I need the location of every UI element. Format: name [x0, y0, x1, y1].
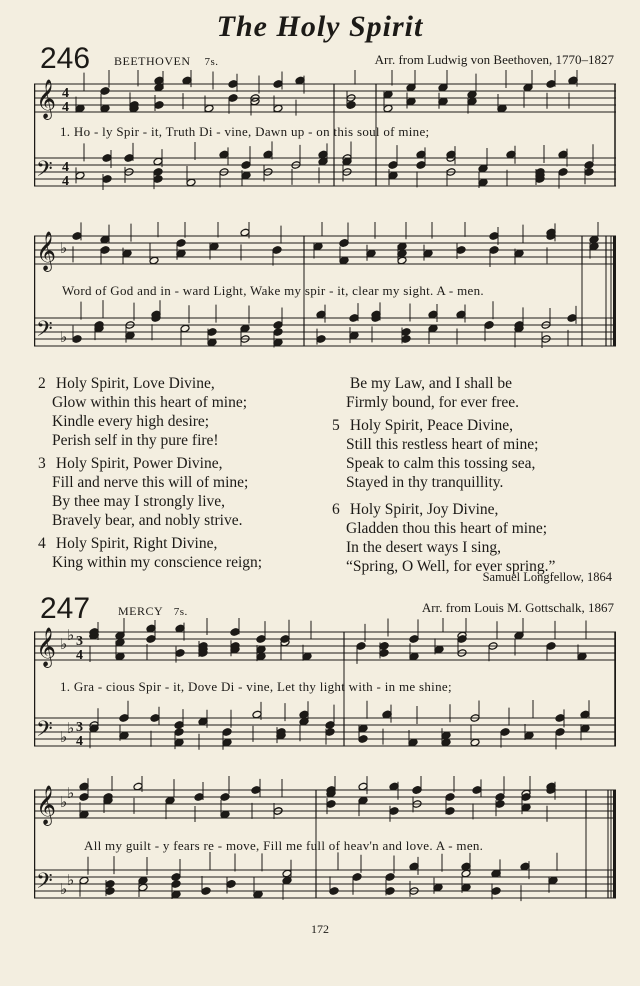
- verse-line: In the desert ways I sing,: [346, 539, 501, 556]
- verse-block: [332, 416, 622, 492]
- note-head: [79, 876, 89, 885]
- note-head: [497, 104, 507, 113]
- note-head: [555, 714, 565, 723]
- note-head: [282, 869, 292, 878]
- note-head: [154, 76, 164, 85]
- flat-icon: ♭: [60, 239, 68, 257]
- verse-block: [38, 454, 338, 530]
- note-head: [273, 321, 283, 330]
- note-head: [241, 171, 251, 180]
- note-head: [133, 782, 143, 791]
- note-head: [356, 642, 366, 651]
- note-head: [240, 324, 250, 333]
- note-head: [100, 246, 110, 255]
- note-head: [180, 324, 190, 333]
- page-title: The Holy Spirit: [216, 10, 424, 43]
- note-head: [124, 154, 134, 163]
- lyric-line: All my guilt - y fears re - move, Fill me full of heav'n and love. A - men.: [84, 838, 484, 853]
- note-head: [548, 876, 558, 885]
- note-head: [389, 782, 399, 791]
- note-head: [256, 635, 266, 644]
- lyric-line: Word of God and in - ward Light, Wake my spir - it, clear my sight. A - men.: [62, 283, 484, 298]
- note-head: [282, 876, 292, 885]
- note-head: [299, 717, 309, 726]
- note-head: [263, 150, 273, 159]
- note-head: [115, 631, 125, 640]
- lyric-line: 1. Gra - cious Spir - it, Dove Di - vine, Let thy light with - in me shine;: [60, 679, 452, 694]
- music-system: [34, 70, 616, 210]
- note-head: [385, 887, 395, 896]
- verse-line: 2 Holy Spirit, Love Divine,: [38, 375, 215, 392]
- note-head: [456, 310, 466, 319]
- note-head: [228, 94, 238, 103]
- note-head: [478, 164, 488, 173]
- note-head: [207, 338, 217, 347]
- note-head: [521, 803, 531, 812]
- hymn-number: 246: [40, 42, 91, 75]
- note-head: [318, 150, 328, 159]
- note-head: [342, 157, 352, 166]
- note-head: [115, 652, 125, 661]
- note-head: [105, 880, 115, 889]
- note-head: [567, 314, 577, 323]
- note-head: [171, 890, 181, 899]
- note-head: [379, 649, 389, 658]
- note-head: [182, 76, 192, 85]
- note-head: [409, 862, 419, 871]
- verse-line: 6 Holy Spirit, Joy Divine,: [332, 501, 499, 518]
- note-head: [349, 314, 359, 323]
- note-head: [358, 782, 368, 791]
- time-signature: 4: [62, 174, 69, 189]
- time-signature: 3: [76, 634, 83, 649]
- note-head: [379, 642, 389, 651]
- flat-icon: ♭: [60, 728, 68, 746]
- flat-icon: ♭: [60, 793, 68, 811]
- note-head: [72, 335, 82, 344]
- note-head: [102, 154, 112, 163]
- note-head: [153, 168, 163, 177]
- note-head: [558, 150, 568, 159]
- note-head: [491, 869, 501, 878]
- note-head: [558, 168, 568, 177]
- note-head: [119, 714, 129, 723]
- note-head: [299, 710, 309, 719]
- tune-name: MERCY 7s.: [118, 604, 188, 618]
- note-head: [467, 90, 477, 99]
- bass-clef-icon: 𝄢: [36, 157, 53, 187]
- note-head: [358, 724, 368, 733]
- note-head: [568, 76, 578, 85]
- note-head: [230, 628, 240, 637]
- note-head: [295, 76, 305, 85]
- note-head: [401, 328, 411, 337]
- verse-line: Speak to calm this tossing sea,: [346, 455, 536, 472]
- treble-clef-icon: 𝄞: [36, 627, 57, 667]
- note-head: [406, 97, 416, 106]
- time-signature: 4: [76, 734, 83, 749]
- note-head: [174, 721, 184, 730]
- note-head: [146, 624, 156, 633]
- note-head: [500, 728, 510, 737]
- note-head: [383, 90, 393, 99]
- note-head: [523, 83, 533, 92]
- note-head: [253, 890, 263, 899]
- note-head: [302, 652, 312, 661]
- verses-right: [332, 374, 622, 594]
- note-head: [472, 786, 482, 795]
- treble-clef-icon: 𝄞: [36, 79, 57, 119]
- verse-line: Gladden thou this heart of mine;: [346, 520, 548, 537]
- note-head: [433, 883, 443, 892]
- note-head: [251, 786, 261, 795]
- note-head: [577, 652, 587, 661]
- note-head: [326, 800, 336, 809]
- note-head: [484, 321, 494, 330]
- music-staff: [34, 70, 616, 210]
- note-head: [219, 150, 229, 159]
- time-signature: 3: [76, 720, 83, 735]
- verse-line: 5 Holy Spirit, Peace Divine,: [332, 417, 514, 434]
- note-head: [252, 710, 262, 719]
- note-head: [339, 256, 349, 265]
- lyric-line: 1. Ho - ly Spir - it, Truth Di - vine, Dawn up - on this soul of mine;: [60, 124, 430, 139]
- note-head: [524, 731, 534, 740]
- note-head: [325, 728, 335, 737]
- note-head: [514, 249, 524, 258]
- note-head: [514, 631, 524, 640]
- verse-line: Perish self in thy pure fire!: [52, 432, 219, 449]
- verse-line: Be my Law, and I shall be: [346, 375, 513, 392]
- note-head: [406, 83, 416, 92]
- note-head: [441, 731, 451, 740]
- note-head: [409, 635, 419, 644]
- note-head: [555, 728, 565, 737]
- note-head: [358, 735, 368, 744]
- note-head: [100, 104, 110, 113]
- note-head: [273, 328, 283, 337]
- flat-icon: ♭: [67, 626, 75, 644]
- verse-block: [38, 374, 338, 450]
- note-head: [171, 873, 181, 882]
- note-head: [346, 101, 356, 110]
- note-head: [349, 331, 359, 340]
- bass-clef-icon: 𝄢: [36, 869, 53, 899]
- note-head: [222, 738, 232, 747]
- note-head: [423, 249, 433, 258]
- note-head: [220, 793, 230, 802]
- arranger: Arr. from Louis M. Gottschalk, 1867: [421, 600, 614, 615]
- note-head: [401, 335, 411, 344]
- note-head: [445, 793, 455, 802]
- note-head: [589, 242, 599, 251]
- verse-line: Glow within this heart of mine;: [52, 394, 248, 411]
- time-signature: 4: [62, 100, 69, 115]
- note-head: [149, 256, 159, 265]
- note-head: [75, 104, 85, 113]
- time-signature: 4: [62, 160, 69, 175]
- note-head: [125, 331, 135, 340]
- note-head: [171, 880, 181, 889]
- note-head: [100, 87, 110, 96]
- note-head: [256, 645, 266, 654]
- note-head: [153, 175, 163, 184]
- note-head: [79, 782, 89, 791]
- note-head: [584, 161, 594, 170]
- verse-line: “Spring, O Well, for ever spring.”: [346, 558, 556, 575]
- note-head: [79, 810, 89, 819]
- note-head: [441, 738, 451, 747]
- note-head: [461, 862, 471, 871]
- verse-number: 2: [38, 375, 46, 392]
- note-head: [174, 728, 184, 737]
- flat-icon: ♭: [60, 635, 68, 653]
- final-bar: [613, 236, 616, 346]
- note-head: [201, 887, 211, 896]
- note-head: [491, 887, 501, 896]
- note-head: [389, 807, 399, 816]
- note-head: [273, 104, 283, 113]
- verse-line: 3 Holy Spirit, Power Divine,: [38, 455, 223, 472]
- note-head: [72, 232, 82, 241]
- note-head: [580, 710, 590, 719]
- time-signature: 4: [76, 648, 83, 663]
- note-head: [580, 724, 590, 733]
- note-head: [546, 80, 556, 89]
- verse-line: Bravely bear, and nobly strive.: [52, 512, 243, 529]
- note-head: [273, 80, 283, 89]
- verse-line: Stayed in thy tranquillity.: [346, 474, 504, 491]
- note-head: [408, 738, 418, 747]
- note-head: [79, 793, 89, 802]
- note-head: [228, 80, 238, 89]
- verse-line: By thee may I strongly live,: [52, 493, 226, 510]
- note-head: [273, 338, 283, 347]
- note-head: [209, 242, 219, 251]
- note-head: [174, 738, 184, 747]
- note-head: [506, 150, 516, 159]
- verse-line: Fill and nerve this will of mine;: [52, 474, 249, 491]
- note-head: [138, 883, 148, 892]
- note-head: [495, 793, 505, 802]
- verse-block: [332, 500, 622, 576]
- note-head: [186, 178, 196, 187]
- verse-number: 5: [332, 417, 340, 434]
- note-head: [397, 242, 407, 251]
- note-head: [416, 161, 426, 170]
- note-head: [153, 157, 163, 166]
- note-head: [175, 624, 185, 633]
- note-head: [584, 168, 594, 177]
- note-head: [358, 796, 368, 805]
- note-head: [438, 83, 448, 92]
- verse-line: 4 Holy Spirit, Right Divine,: [38, 535, 218, 552]
- note-head: [194, 793, 204, 802]
- note-head: [115, 638, 125, 647]
- note-head: [175, 649, 185, 658]
- verse-number: 6: [332, 501, 340, 518]
- note-head: [366, 249, 376, 258]
- time-signature: 4: [62, 86, 69, 101]
- note-head: [461, 883, 471, 892]
- note-head: [478, 178, 488, 187]
- final-bar: [613, 790, 616, 898]
- note-head: [388, 161, 398, 170]
- verse-block: [332, 374, 622, 412]
- note-head: [204, 104, 214, 113]
- note-head: [122, 249, 132, 258]
- note-head: [222, 728, 232, 737]
- note-head: [256, 652, 266, 661]
- note-head: [461, 869, 471, 878]
- note-head: [434, 645, 444, 654]
- note-head: [207, 328, 217, 337]
- note-head: [325, 721, 335, 730]
- note-head: [100, 235, 110, 244]
- note-head: [150, 714, 160, 723]
- note-head: [329, 887, 339, 896]
- bass-clef-icon: 𝄢: [36, 717, 53, 747]
- note-head: [445, 807, 455, 816]
- tune-name: BEETHOVEN 7s.: [114, 54, 219, 68]
- note-head: [546, 642, 556, 651]
- verses-left: [38, 374, 338, 590]
- flat-icon: ♭: [60, 328, 68, 346]
- note-head: [385, 873, 395, 882]
- page-number: 172: [311, 922, 329, 936]
- note-head: [220, 810, 230, 819]
- note-head: [397, 249, 407, 258]
- note-head: [428, 324, 438, 333]
- note-head: [388, 171, 398, 180]
- verse-block: [38, 534, 338, 572]
- note-head: [154, 101, 164, 110]
- note-head: [226, 880, 236, 889]
- note-head: [416, 150, 426, 159]
- note-head: [165, 796, 175, 805]
- note-head: [397, 256, 407, 265]
- note-head: [240, 228, 250, 237]
- note-head: [75, 171, 85, 180]
- note-head: [520, 862, 530, 871]
- flat-icon: ♭: [67, 719, 75, 737]
- note-head: [489, 246, 499, 255]
- flat-icon: ♭: [67, 871, 75, 889]
- note-head: [352, 873, 362, 882]
- note-head: [495, 800, 505, 809]
- bass-clef-icon: 𝄢: [36, 317, 53, 347]
- note-head: [589, 235, 599, 244]
- note-head: [316, 335, 326, 344]
- note-head: [383, 104, 393, 113]
- note-head: [272, 246, 282, 255]
- note-head: [313, 242, 323, 251]
- note-head: [198, 717, 208, 726]
- note-head: [105, 887, 115, 896]
- verse-line: Still this restless heart of mine;: [346, 436, 539, 453]
- flat-icon: ♭: [60, 880, 68, 898]
- note-head: [470, 738, 480, 747]
- note-head: [409, 652, 419, 661]
- arranger: Arr. from Ludwig von Beethoven, 1770–1827: [374, 52, 614, 67]
- note-head: [318, 157, 328, 166]
- note-head: [138, 876, 148, 885]
- note-head: [176, 239, 186, 248]
- verse-line: Kindle every high desire;: [52, 413, 210, 430]
- note-head: [241, 161, 251, 170]
- note-head: [456, 246, 466, 255]
- verse-number: 3: [38, 455, 46, 472]
- author-credit: Samuel Longfellow, 1864: [482, 570, 612, 584]
- note-head: [176, 249, 186, 258]
- hymn-number: 247: [40, 592, 91, 625]
- note-head: [382, 710, 392, 719]
- note-head: [489, 232, 499, 241]
- note-head: [438, 97, 448, 106]
- note-head: [316, 310, 326, 319]
- note-head: [467, 97, 477, 106]
- treble-clef-icon: 𝄞: [36, 785, 57, 825]
- treble-clef-icon: 𝄞: [36, 231, 57, 271]
- verse-line: Firmly bound, for ever free.: [346, 394, 520, 411]
- note-head: [102, 175, 112, 184]
- note-head: [154, 83, 164, 92]
- verse-number: 4: [38, 535, 46, 552]
- verse-line: King within my conscience reign;: [52, 554, 263, 571]
- note-head: [146, 635, 156, 644]
- note-head: [428, 310, 438, 319]
- note-head: [119, 731, 129, 740]
- flat-icon: ♭: [67, 784, 75, 802]
